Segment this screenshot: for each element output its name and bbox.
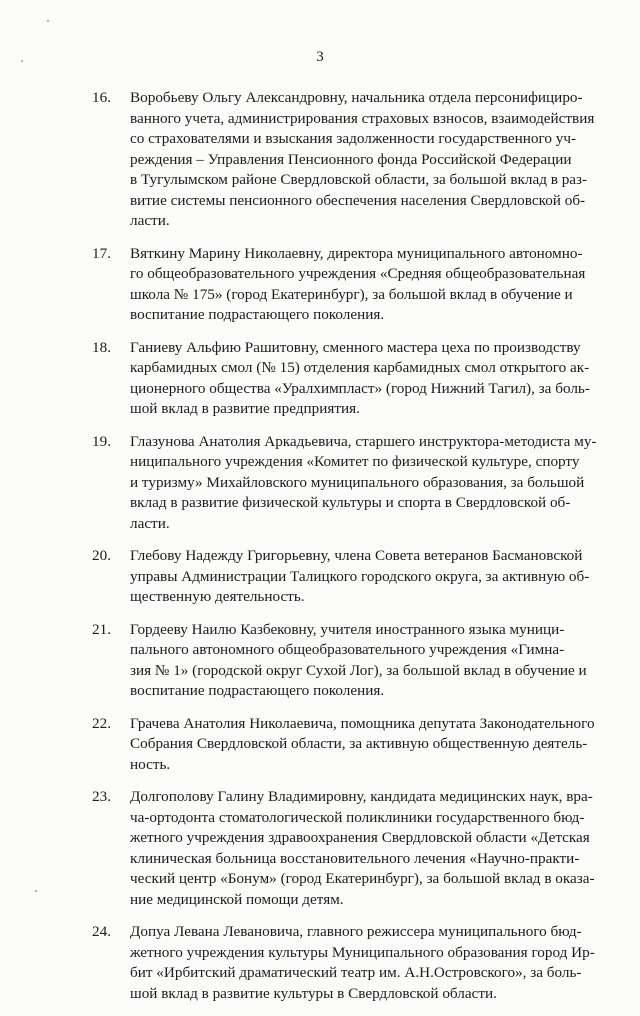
item-number: 16. [92, 89, 111, 106]
page-number: 3 [316, 49, 324, 65]
item-text: Глазунова Анатолия Аркадьевича, старшего инструктора-методиста му- ниципального учреждения «Комитет по физической культуре, спорту и туризму» Михайловского муниципального образования, за большой вклад в развитие физической культуры и спорта в Свердловской об- ласти. [130, 432, 597, 532]
item-text: Грачева Анатолия Николаевича, помощника депутата Законодательного Собрания Свердловской области, за активную общественную деятель- ность. [130, 714, 595, 773]
item-number: 17. [92, 244, 111, 262]
item-text: Долгополову Галину Владимировну, кандидата медицинских наук, вра- ча-ортодонта стоматологической поликлиники государственного бюд- жетного учреждения здравоохранения Свердловской области «Детская клиническая больница восстановительного лечения «Научно-практи- ческий центр «Бонум» (город Екатеринбург), за большой вклад в оказа- ние медицинской помощи детям. [130, 788, 595, 908]
item-number: 18. [92, 338, 111, 356]
list-item [92, 88, 600, 232]
item-number: 21. [92, 620, 111, 638]
list-item [92, 787, 600, 910]
item-text: Глебову Надежду Григорьевну, члена Совета ветеранов Басмановской управы Администрации Талицкого городского округа, за активную об- щественную деятельность. [130, 547, 590, 605]
list-item [92, 714, 600, 776]
item-text: Допуа Левана Левановича, главного режиссера муниципального бюд- жетного учреждения культуры Муниципального образования город Ир- бит «Ирбитский драматический театр им. А.Н.Островского», за боль- шой вклад в развитие культуры в Свердловской области. [130, 923, 595, 1002]
list-item [92, 244, 600, 326]
item-number: 22. [92, 714, 111, 732]
list-item [92, 620, 600, 702]
item-text: Гордееву Наилю Казбековну, учителя иностранного языка муници- пального автономного общеобразовательного учреждения «Гимна- зия № 1» (городской округ Сухой Лог), за большой вклад в обучение и воспитание подрастающего поколения. [130, 620, 587, 699]
item-text: Вяткину Марину Николаевну, директора муниципального автономно- го общеобразовательного учреждения «Средняя общеобразовательная школа № 175» (город Екатеринбург), за большой вклад в обучение и воспитание подрастающего поколения. [130, 244, 586, 323]
award-list [92, 88, 600, 1016]
item-text: Ганиеву Альфию Рашитовну, сменного мастера цеха по производству карбамидных смол (№ 15) отделения карбамидных смол открытого ак- ционерного общества «Уралхимпласт» (город Нижний Тагил), за боль- шой вклад в развитие предприятия. [130, 338, 590, 417]
list-item [92, 546, 600, 608]
scan-speck [35, 890, 37, 892]
list-item [92, 432, 600, 535]
item-text: Воробьеву Ольгу Александровну, начальника отдела персонифициро- ванного учета, администрирования страховых взносов, взаимодействия со страхователями и взыскания задолженности государственного уч- реждения – Управления Пенсионного фонда Российской Федерации в Тугулымском районе Свердловской области, за большой вклад в раз- витие системы пенсионного обеспечения населения Свердловской об- ласти. [130, 89, 595, 229]
item-number: 24. [92, 923, 111, 940]
item-number: 20. [92, 547, 111, 564]
item-number: 23. [92, 788, 111, 805]
item-number: 19. [92, 432, 111, 450]
list-item [92, 922, 600, 1004]
scan-speck [47, 20, 49, 22]
list-item [92, 338, 600, 420]
